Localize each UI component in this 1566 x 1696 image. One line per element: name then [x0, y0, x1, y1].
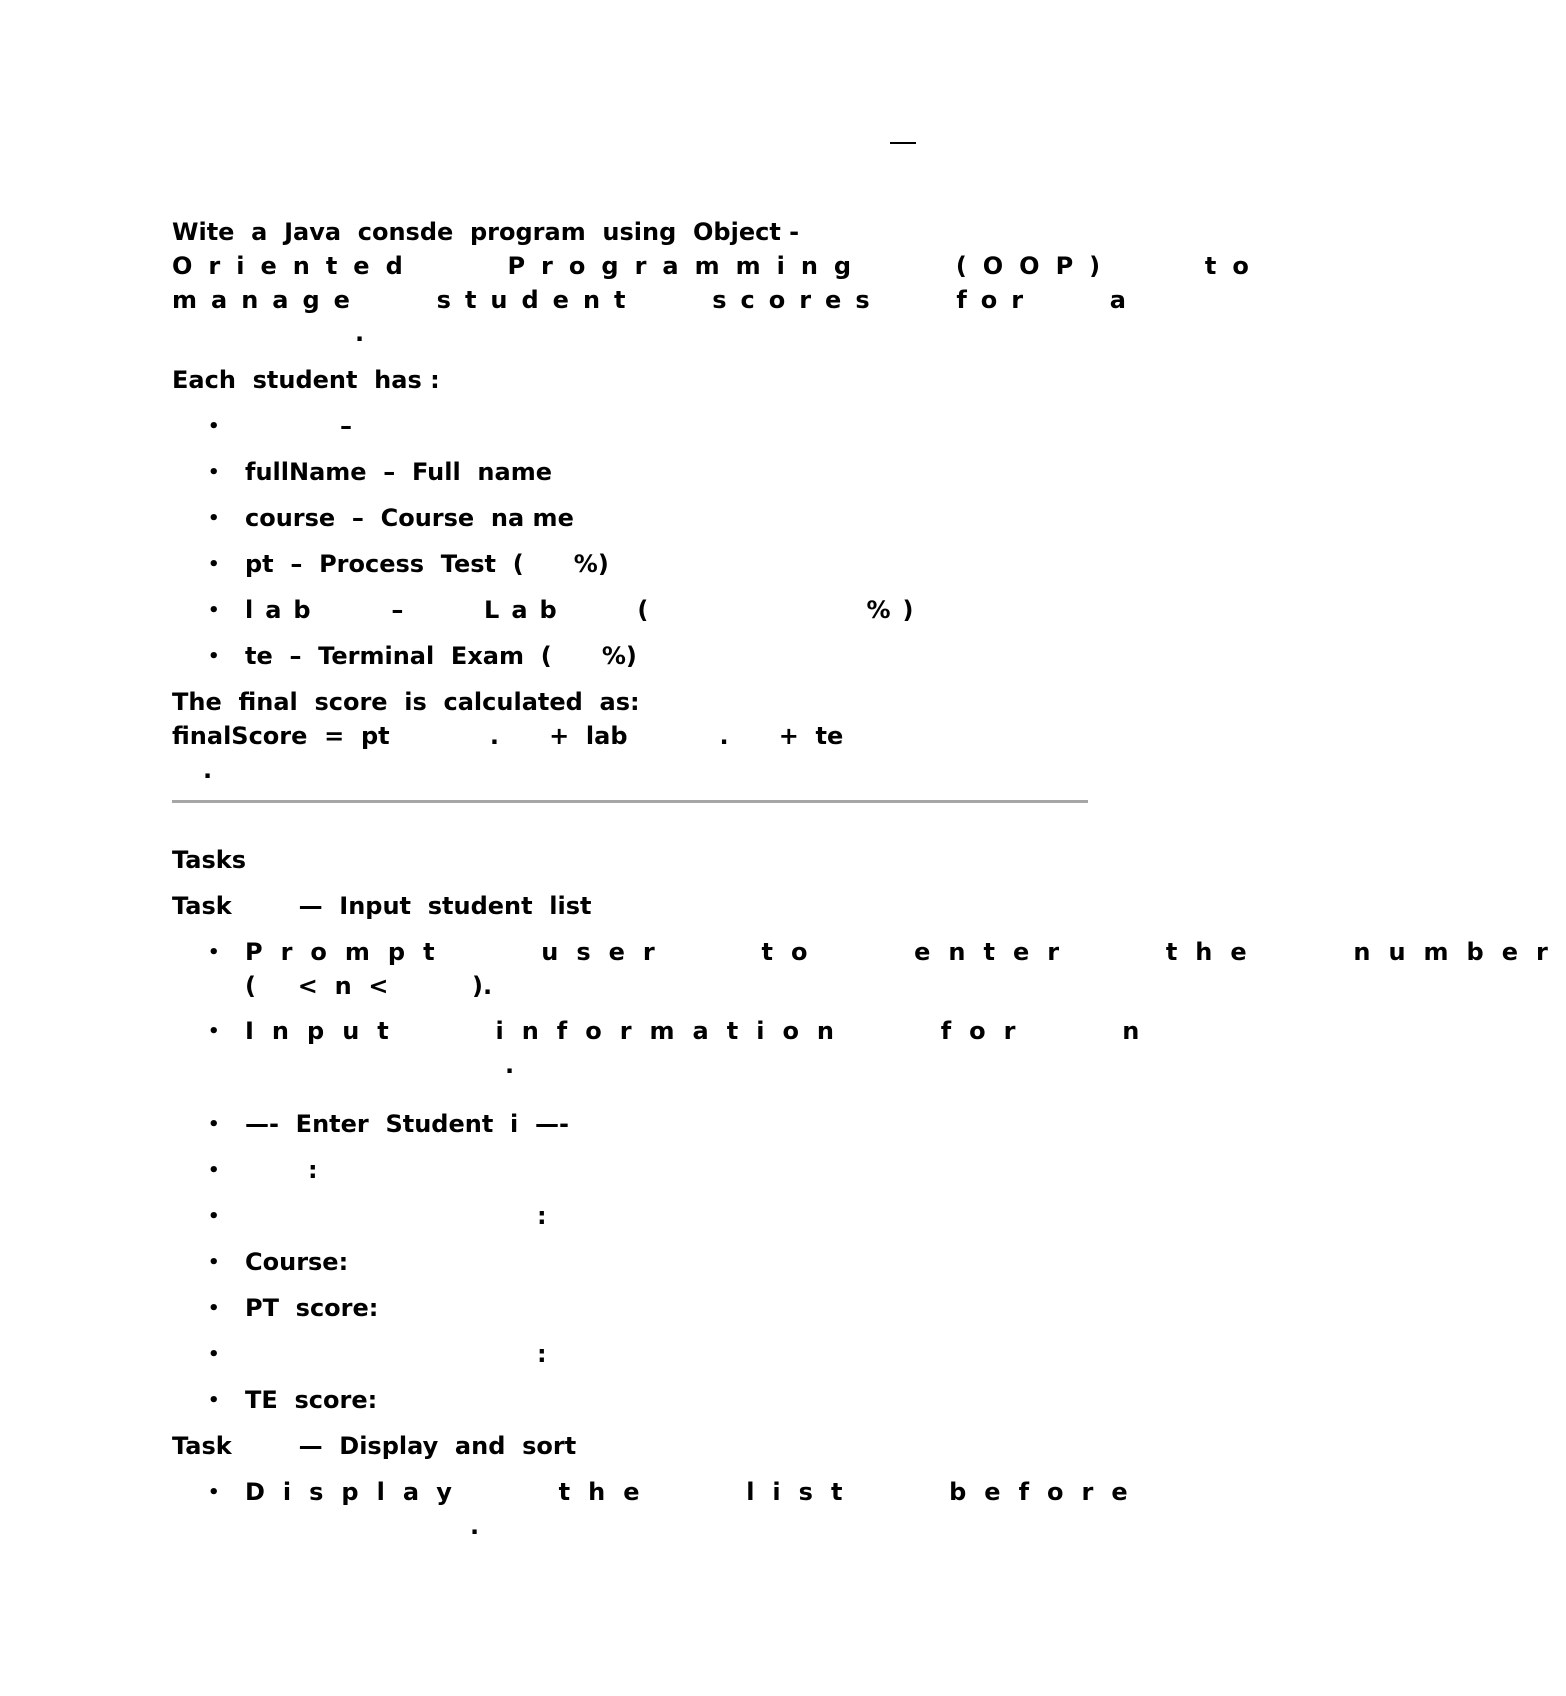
- bullet-icon: •: [208, 1206, 220, 1227]
- intro-line-3: manage student scores for a: [172, 286, 1141, 314]
- bullet-icon: •: [208, 1390, 220, 1411]
- task1-item: :: [537, 1340, 547, 1368]
- student-item: fullName – Full name: [245, 458, 552, 486]
- student-item: course – Course na me: [245, 504, 574, 532]
- bullet-icon: •: [208, 462, 220, 483]
- intro-line-4: .: [355, 319, 365, 347]
- task1-item: Course:: [245, 1248, 349, 1276]
- bullet-icon: •: [208, 416, 220, 437]
- formula-intro: The final score is calculated as:: [172, 688, 640, 716]
- student-item: te – Terminal Exam ( %): [245, 642, 637, 670]
- task1-title: Task — Input student list: [172, 892, 592, 920]
- bullet-icon: •: [208, 1160, 220, 1181]
- bullet-icon: •: [208, 1021, 220, 1042]
- task2-title: Task — Display and sort: [172, 1432, 577, 1460]
- header-dash: [890, 142, 916, 144]
- bullet-icon: •: [208, 554, 220, 575]
- intro-line-2: Oriented Programming (OOP) to: [172, 252, 1265, 280]
- bullet-icon: •: [208, 1252, 220, 1273]
- task1-item: TE score:: [245, 1386, 378, 1414]
- task2-item-continued: .: [470, 1512, 480, 1540]
- student-heading: Each student has :: [172, 366, 440, 394]
- bullet-icon: •: [208, 942, 220, 963]
- student-item: pt – Process Test ( %): [245, 550, 609, 578]
- formula-line-1: finalScore = pt . + lab . + te: [172, 722, 844, 750]
- student-item: lab – Lab ( %): [245, 596, 926, 624]
- section-divider: [172, 800, 1088, 803]
- bullet-icon: •: [208, 508, 220, 529]
- task1-item: Prompt user to enter the number: [245, 938, 1566, 966]
- bullet-icon: •: [208, 600, 220, 621]
- task1-item: —- Enter Student i —-: [245, 1110, 569, 1138]
- tasks-heading: Tasks: [172, 846, 247, 874]
- bullet-icon: •: [208, 646, 220, 667]
- student-item: –: [340, 412, 352, 440]
- bullet-icon: •: [208, 1298, 220, 1319]
- task1-item: :: [308, 1156, 318, 1184]
- task1-item-continued: .: [505, 1051, 515, 1079]
- task1-item-continued: ( < n < ).: [245, 972, 493, 1000]
- task1-item: Input information for n: [245, 1017, 1158, 1045]
- bullet-icon: •: [208, 1344, 220, 1365]
- task1-item: :: [537, 1202, 547, 1230]
- task2-item: Display the list before: [245, 1478, 1146, 1506]
- intro-line-1: Wite a Java consde program using Object -: [172, 218, 800, 246]
- formula-line-2: .: [203, 756, 213, 784]
- bullet-icon: •: [208, 1114, 220, 1135]
- bullet-icon: •: [208, 1482, 220, 1503]
- task1-item: PT score:: [245, 1294, 379, 1322]
